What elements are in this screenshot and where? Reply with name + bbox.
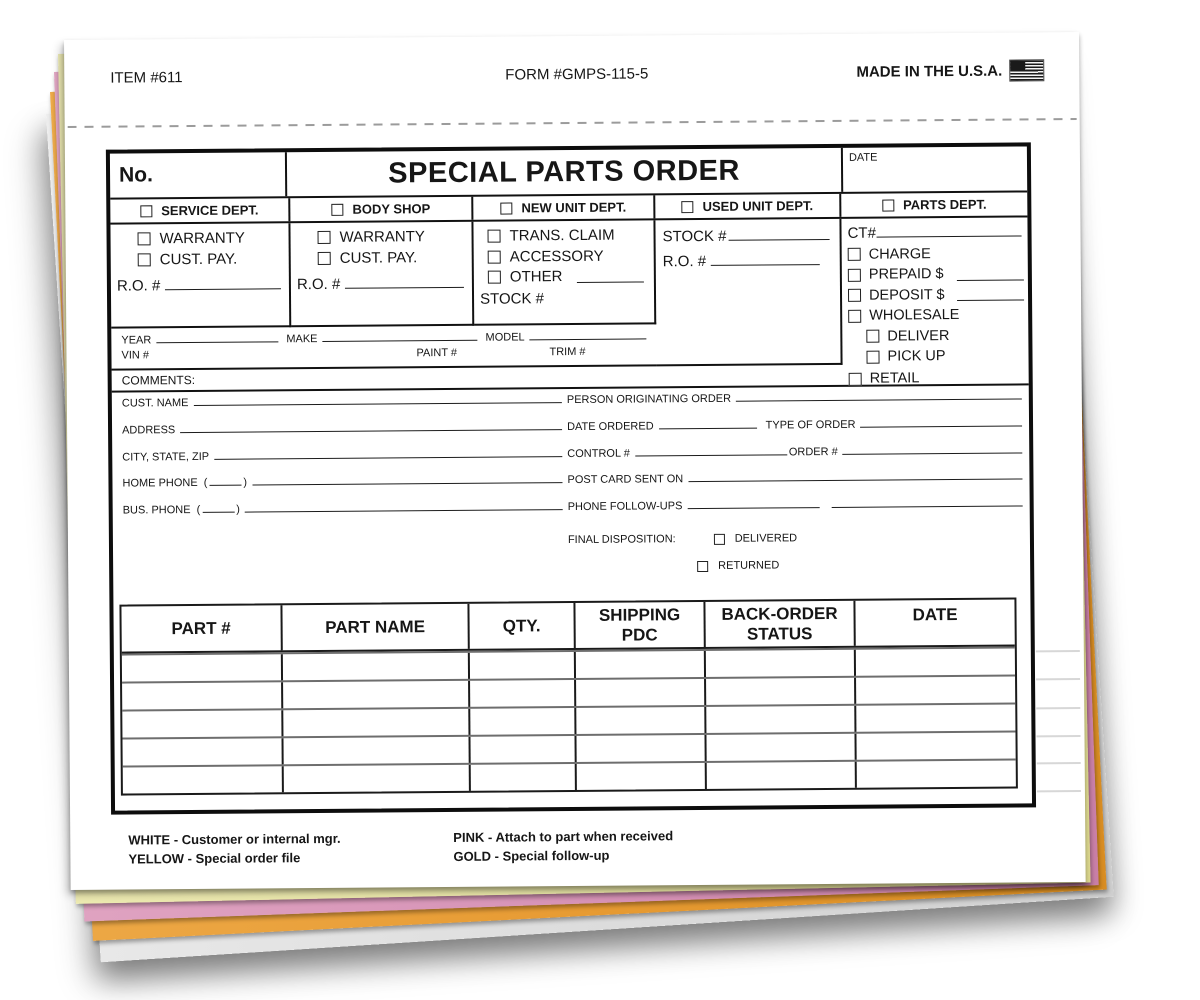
cust-name-label: CUST. NAME: [121, 397, 189, 410]
service-cust-pay-option: [138, 250, 289, 268]
ro-label: R.O. #: [296, 275, 341, 294]
type-of-order-label: TYPE OF ORDER: [765, 418, 856, 432]
vehicle-line-2: [111, 342, 656, 364]
address-line: [180, 420, 562, 433]
person-originating-label: PERSON ORIGINATING ORDER: [566, 392, 732, 407]
legend-gold: GOLD - Special follow-up: [453, 847, 610, 864]
col-header-qty: QTY.: [469, 603, 575, 649]
col-header-part-name: PART NAME: [282, 604, 469, 650]
charge-label: CHARGE: [868, 245, 931, 263]
home-phone-line: [252, 473, 563, 485]
deposit-checkbox: [848, 289, 861, 302]
parts-dept-cell: [841, 217, 1028, 387]
area-code-line: [209, 476, 241, 486]
stock-write-line: [728, 227, 829, 241]
sheet-top-strip: [64, 60, 1079, 88]
ct-label: CT#: [847, 224, 876, 242]
show-through-line: [1036, 735, 1080, 737]
parts-dept-checkbox: [882, 199, 894, 211]
post-card-label: POST CARD SENT ON: [567, 473, 684, 487]
new-unit-stock-field: [480, 289, 646, 307]
city-state-zip-label: CITY, STATE, ZIP: [122, 450, 210, 464]
deposit-option: [848, 286, 1024, 303]
show-through-line: [1036, 650, 1080, 652]
accessory-checkbox: [488, 251, 501, 264]
year-label: YEAR: [121, 333, 152, 347]
trim-label: TRIM #: [549, 345, 586, 358]
returned-checkbox: [697, 561, 708, 572]
trans-claim-label: TRANS. CLAIM: [509, 226, 615, 245]
col-header-shipping-pdc: SHIPPING PDC: [575, 602, 705, 648]
form-sheet: [64, 32, 1086, 890]
control-number-field: [567, 443, 1022, 473]
bus-phone-line: [245, 500, 563, 512]
used-unit-dept-cell: [655, 219, 842, 366]
model-write-line: [530, 329, 647, 340]
deliver-checkbox: [866, 330, 879, 343]
used-unit-dept-label: USED UNIT DEPT.: [702, 198, 814, 214]
paren-close: ): [236, 503, 240, 516]
ro-write-line: [165, 276, 281, 290]
cust-pay-checkbox: [318, 252, 331, 265]
used-ro-field: [663, 252, 820, 270]
wholesale-checkbox: [848, 309, 861, 322]
order-info-column: [567, 389, 1023, 580]
retail-checkbox: [849, 372, 862, 385]
parts-dept-label: PARTS DEPT.: [902, 196, 987, 213]
vin-label: VIN #: [121, 348, 150, 362]
new-unit-dept-label: NEW UNIT DEPT.: [521, 199, 627, 216]
stock-label: STOCK #: [662, 227, 727, 246]
show-through-line: [1037, 790, 1081, 792]
final-disposition-label: FINAL DISPOSITION:: [567, 533, 676, 547]
show-through-line: [1036, 707, 1080, 709]
paint-label: PAINT #: [416, 346, 458, 359]
post-card-field: [567, 470, 1022, 500]
warranty-checkbox: [318, 231, 331, 244]
ct-field: [847, 223, 1021, 241]
delivered-label: DELIVERED: [734, 532, 798, 546]
retail-option: [849, 369, 1025, 386]
date-ordered-line: [659, 418, 757, 429]
area-code-line: [202, 503, 234, 513]
date-ordered-field: [567, 416, 1022, 446]
phone-follow-ups-label: PHONE FOLLOW-UPS: [567, 500, 683, 514]
perforation-line: [68, 118, 1077, 128]
customer-section: [112, 385, 1031, 604]
ct-write-line: [877, 223, 1022, 237]
accessory-label: ACCESSORY: [509, 247, 604, 266]
wholesale-option: [848, 306, 1024, 323]
prepaid-write-line: [957, 267, 1024, 281]
comments-field: COMMENTS:: [121, 372, 196, 388]
legend-white: WHITE - Customer or internal mgr.: [128, 830, 341, 848]
final-disposition-field: [568, 523, 1023, 553]
post-card-line: [688, 470, 1022, 483]
cust-pay-label: CUST. PAY.: [339, 249, 418, 267]
deliver-label: DELIVER: [887, 327, 950, 345]
trans-claim-checkbox: [488, 230, 501, 243]
control-number-label: CONTROL #: [567, 447, 630, 460]
cust-name-line: [193, 393, 561, 406]
used-unit-dept-checkbox: [682, 201, 694, 213]
returned-option: [697, 550, 1023, 579]
order-form: [106, 142, 1036, 814]
order-number-label: No.: [110, 152, 287, 197]
type-of-order-line: [860, 416, 1022, 427]
follow-up-line-2: [831, 497, 1022, 509]
col-header-part-number: PART #: [121, 605, 282, 651]
used-unit-dept-header: [655, 194, 841, 218]
parts-dept-header: [841, 192, 1027, 216]
other-option: [488, 267, 644, 285]
body-shop-checkbox: [331, 203, 343, 215]
service-dept-checkbox: [140, 205, 152, 217]
delivered-checkbox: [714, 534, 725, 545]
made-in-usa: [743, 60, 1043, 82]
cust-pay-label: CUST. PAY.: [159, 250, 238, 269]
date-field: DATE: [841, 146, 1027, 191]
col-header-back-order-status: BACK-ORDER STATUS: [705, 601, 855, 647]
ro-write-line: [345, 275, 464, 289]
address-label: ADDRESS: [122, 423, 176, 437]
copy-legend: [128, 826, 673, 868]
home-phone-label: HOME PHONE: [122, 477, 198, 490]
form-title: SPECIAL PARTS ORDER: [388, 154, 740, 189]
make-write-line: [322, 330, 477, 341]
parts-table: [119, 598, 1017, 796]
legend-yellow: YELLOW - Special order file: [128, 850, 301, 867]
title-row: [110, 146, 1027, 199]
body-cust-pay-option: [318, 249, 472, 267]
ro-label: R.O. #: [116, 277, 161, 295]
vehicle-info-band: [111, 324, 656, 370]
ro-write-line: [711, 252, 820, 266]
returned-label: RETURNED: [718, 559, 780, 573]
item-number: ITEM #611: [110, 68, 183, 87]
pick-up-option: [866, 347, 1024, 364]
show-through-line: [1036, 678, 1080, 680]
service-ro-field: [117, 276, 281, 294]
prepaid-option: [848, 265, 1024, 282]
accessory-option: [488, 247, 654, 265]
follow-up-line-1: [687, 498, 819, 509]
new-unit-dept-checkbox: [500, 202, 512, 214]
control-number-line: [635, 445, 787, 456]
home-phone-field: [122, 473, 562, 503]
person-originating-field: [567, 389, 1022, 419]
pick-up-label: PICK UP: [887, 348, 946, 365]
service-dept-header: [110, 198, 290, 222]
form-number: FORM #GMPS-115-5: [505, 64, 649, 84]
prepaid-checkbox: [848, 268, 861, 281]
customer-column: [122, 393, 563, 530]
body-warranty-option: [317, 228, 471, 246]
new-unit-dept-header: [473, 195, 655, 219]
retail-label: RETAIL: [869, 370, 920, 387]
paren-open: (: [196, 504, 201, 517]
body-ro-field: [297, 275, 464, 293]
service-dept-cell: [110, 223, 291, 328]
bus-phone-field: [123, 500, 563, 530]
usa-flag-icon: [1010, 60, 1043, 80]
phone-follow-ups-field: [568, 497, 1023, 527]
model-label: MODEL: [485, 330, 525, 344]
other-write-line: [576, 269, 644, 283]
city-state-zip-line: [214, 447, 562, 460]
body-shop-header: [290, 197, 473, 221]
warranty-label: WARRANTY: [339, 228, 425, 246]
pick-up-checkbox: [866, 350, 879, 363]
body-shop-cell: [290, 222, 474, 327]
made-in-usa-label: MADE IN THE U.S.A.: [856, 62, 1003, 81]
make-label: MAKE: [286, 332, 318, 345]
bus-phone-label: BUS. PHONE: [122, 504, 191, 517]
address-field: [122, 420, 562, 450]
cust-pay-checkbox: [138, 253, 151, 266]
paren-close: ): [243, 476, 248, 489]
trans-claim-option: [487, 226, 653, 244]
deliver-option: [866, 327, 1024, 344]
department-detail-band: [110, 217, 1028, 392]
deposit-label: DEPOSIT $: [868, 286, 945, 304]
other-label: OTHER: [509, 268, 563, 286]
charge-checkbox: [848, 248, 861, 261]
city-state-zip-field: [122, 447, 562, 477]
new-unit-dept-cell: [473, 220, 656, 325]
service-warranty-option: [137, 229, 288, 247]
paren-open: (: [203, 477, 208, 490]
body-shop-label: BODY SHOP: [352, 201, 431, 217]
col-header-date: DATE: [912, 605, 958, 625]
person-originating-line: [736, 389, 1022, 401]
year-write-line: [156, 332, 278, 343]
other-checkbox: [488, 271, 501, 284]
warranty-checkbox: [138, 232, 151, 245]
cust-name-field: [122, 393, 562, 423]
prepaid-label: PREPAID $: [868, 266, 944, 283]
stock-label: STOCK #: [479, 290, 545, 308]
used-stock-field: [662, 227, 829, 245]
ro-label: R.O. #: [662, 252, 707, 271]
warranty-label: WARRANTY: [159, 229, 245, 248]
deposit-write-line: [957, 287, 1024, 301]
show-through-line: [1037, 762, 1081, 764]
wholesale-label: WHOLESALE: [869, 306, 960, 324]
charge-option: [848, 245, 1024, 262]
order-number-line: [843, 443, 1023, 454]
service-dept-label: SERVICE DEPT.: [161, 202, 259, 219]
order-number-label: ORDER #: [788, 445, 838, 458]
parts-table-header: [121, 600, 1014, 654]
legend-pink: PINK - Attach to part when received: [453, 828, 674, 845]
date-ordered-label: DATE ORDERED: [567, 420, 654, 433]
